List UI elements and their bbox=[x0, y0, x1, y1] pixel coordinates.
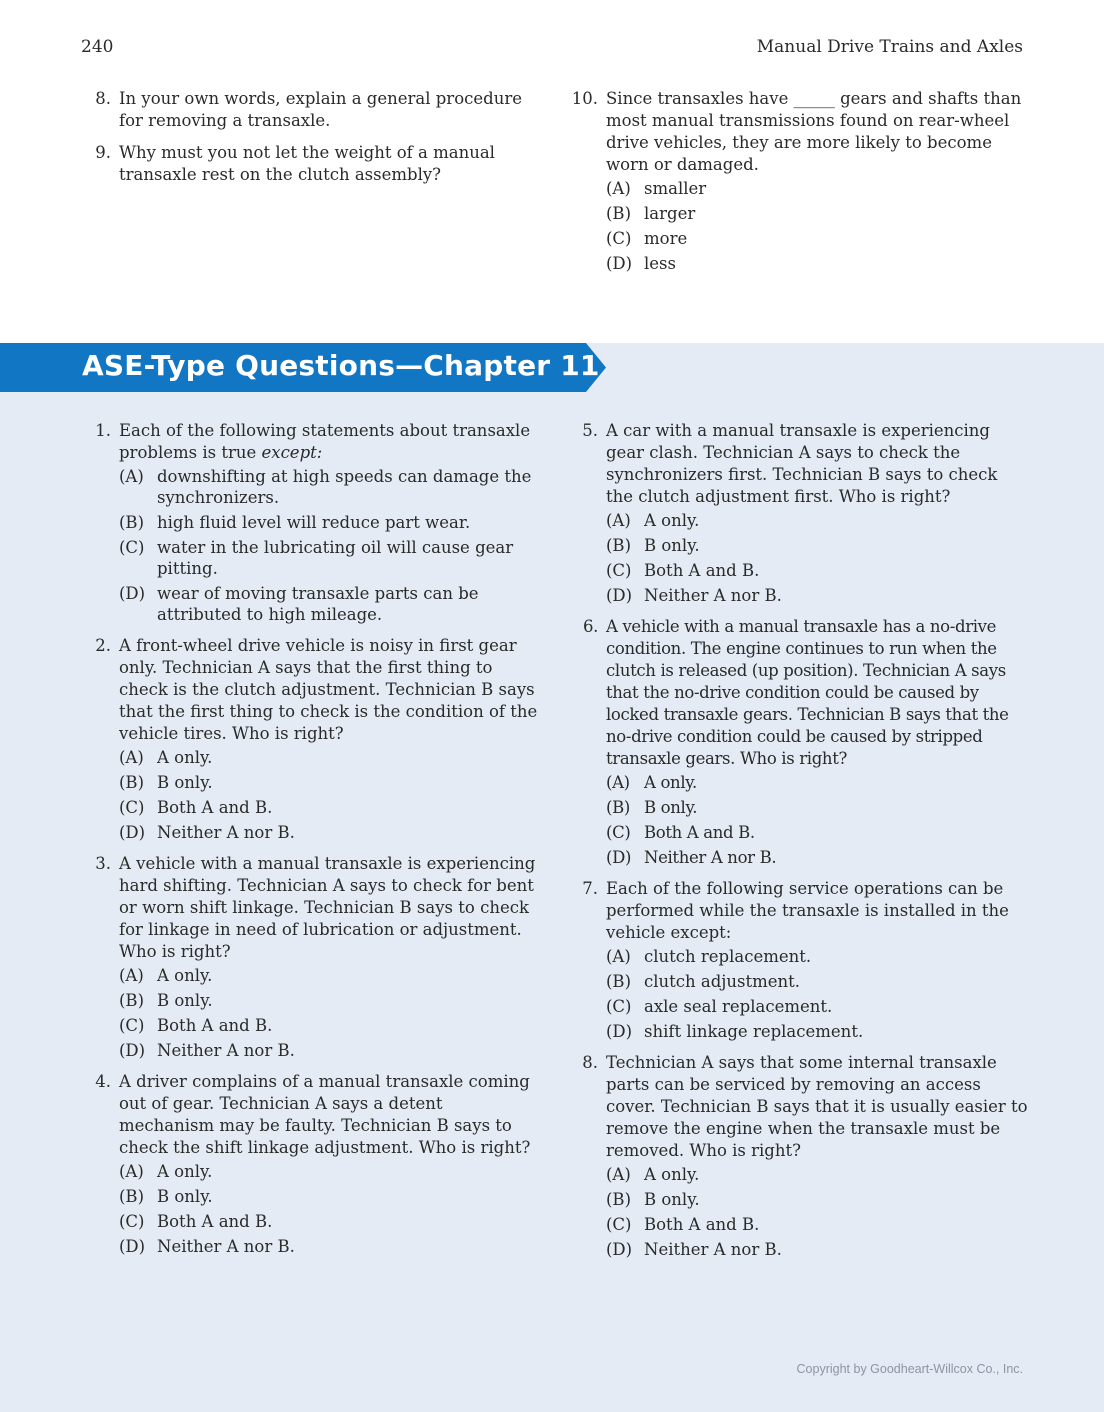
option-b bbox=[119, 512, 541, 533]
review-question-9 bbox=[81, 142, 541, 186]
option-a bbox=[119, 965, 541, 986]
option-b bbox=[606, 535, 1028, 556]
option-letter: (A) bbox=[606, 511, 631, 530]
question-number: 6. bbox=[582, 617, 598, 636]
ase-question-6 bbox=[568, 616, 1028, 868]
option-a bbox=[606, 510, 1028, 531]
option-letter: (A) bbox=[606, 179, 631, 198]
option-text: B only. bbox=[644, 536, 700, 555]
ase-left-column bbox=[81, 420, 541, 1267]
option-c bbox=[119, 797, 541, 818]
review-right-column bbox=[568, 88, 1028, 284]
option-text: Both A and B. bbox=[644, 823, 755, 842]
option-letter: (C) bbox=[606, 997, 632, 1016]
option-c bbox=[119, 1211, 541, 1232]
option-text: Both A and B. bbox=[644, 1215, 760, 1234]
ase-question-5 bbox=[568, 420, 1028, 606]
option-letter: (B) bbox=[606, 798, 630, 817]
option-text: A only. bbox=[644, 511, 700, 530]
option-text: Both A and B. bbox=[644, 561, 760, 580]
question-emphasis: except: bbox=[261, 443, 323, 462]
option-text: A only. bbox=[157, 966, 213, 985]
option-letter: (A) bbox=[119, 966, 144, 985]
option-letter: (B) bbox=[606, 536, 631, 555]
option-c bbox=[606, 228, 1028, 249]
ase-question-8 bbox=[568, 1052, 1028, 1260]
section-title: ASE-Type Questions—Chapter 11 bbox=[82, 349, 600, 382]
option-letter: (B) bbox=[119, 773, 144, 792]
option-letter: (A) bbox=[606, 773, 630, 792]
option-letter: (D) bbox=[606, 254, 633, 273]
option-letter: (D) bbox=[119, 1237, 146, 1256]
option-letter: (D) bbox=[606, 848, 632, 867]
option-text: wear of moving transaxle parts can be attributed to high mileage. bbox=[157, 584, 479, 624]
option-d bbox=[606, 1239, 1028, 1260]
ase-question-7 bbox=[568, 878, 1028, 1042]
option-letter: (D) bbox=[606, 1022, 633, 1041]
answer-options bbox=[119, 747, 541, 843]
option-a bbox=[606, 946, 1028, 967]
option-text: A only. bbox=[157, 1162, 213, 1181]
option-text: B only. bbox=[157, 773, 213, 792]
question-text: Since transaxles have _____ gears and shafts than most manual transmissions found on rear-wheel drive vehicles, they are more likely to become worn or damaged. bbox=[606, 89, 1022, 174]
question-number: 1. bbox=[95, 421, 111, 440]
review-question-10 bbox=[568, 88, 1028, 274]
ase-question-1 bbox=[81, 420, 541, 625]
review-left-column bbox=[81, 88, 541, 196]
option-b bbox=[119, 1186, 541, 1207]
option-c bbox=[119, 1015, 541, 1036]
option-d bbox=[606, 847, 1028, 868]
option-text: Both A and B. bbox=[157, 798, 273, 817]
option-text: water in the lubricating oil will cause gear pitting. bbox=[157, 538, 514, 578]
option-text: Neither A nor B. bbox=[157, 1041, 295, 1060]
ase-question-3 bbox=[81, 853, 541, 1061]
option-a bbox=[606, 178, 1028, 199]
option-letter: (C) bbox=[606, 561, 632, 580]
option-text: A only. bbox=[157, 748, 213, 767]
question-text: Each of the following service operations can be performed while the transaxle is installed in the vehicle except: bbox=[606, 879, 1009, 942]
option-text: Neither A nor B. bbox=[644, 848, 777, 867]
option-a bbox=[119, 747, 541, 768]
question-number: 7. bbox=[582, 879, 598, 898]
answer-options bbox=[119, 1161, 541, 1257]
option-text: clutch adjustment. bbox=[644, 972, 801, 991]
option-b bbox=[606, 203, 1028, 224]
question-number: 10. bbox=[571, 89, 598, 108]
question-number: 3. bbox=[95, 854, 111, 873]
option-text: B only. bbox=[644, 1190, 700, 1209]
option-d bbox=[119, 822, 541, 843]
option-d bbox=[119, 1236, 541, 1257]
option-letter: (D) bbox=[606, 1240, 633, 1259]
answer-options bbox=[119, 466, 541, 625]
question-text: A car with a manual transaxle is experiencing gear clash. Technician A says to check the synchronizers first. Technician B says to check the clutch adjustment first. Who is right? bbox=[606, 421, 998, 506]
option-text: more bbox=[644, 229, 688, 248]
question-text: A vehicle with a manual transaxle has a no-drive condition. The engine continues to run when the clutch is released (up position). Technician A says that the no-drive condition could be caused by locked transaxle gears. Technician B says that the no-drive condition could be caused by stripped transaxle gears. Who is right? bbox=[606, 617, 1009, 768]
option-text: axle seal replacement. bbox=[644, 997, 833, 1016]
option-letter: (B) bbox=[119, 1187, 144, 1206]
question-text: A front-wheel drive vehicle is noisy in first gear only. Technician A says that the first thing to check is the clutch adjustment. Technician B says that the first thing to check is the condition of the vehicle tires. Who is right? bbox=[119, 636, 538, 743]
option-text: A only. bbox=[644, 773, 697, 792]
option-letter: (B) bbox=[606, 972, 631, 991]
option-letter: (C) bbox=[119, 1212, 145, 1231]
question-text: A driver complains of a manual transaxle coming out of gear. Technician A says a detent mechanism may be faulty. Technician B says to check the shift linkage adjustment. Who is right? bbox=[119, 1072, 531, 1157]
option-letter: (A) bbox=[606, 1165, 631, 1184]
option-text: B only. bbox=[644, 798, 698, 817]
option-d bbox=[606, 253, 1028, 274]
ase-right-column bbox=[568, 420, 1028, 1270]
option-a bbox=[119, 466, 541, 508]
option-d bbox=[119, 1040, 541, 1061]
page-number: 240 bbox=[81, 37, 114, 57]
option-letter: (D) bbox=[119, 584, 146, 603]
copyright-notice: Copyright by Goodheart-Willcox Co., Inc. bbox=[796, 1362, 1023, 1376]
option-letter: (B) bbox=[119, 513, 144, 532]
option-c bbox=[606, 822, 1028, 843]
option-letter: (A) bbox=[119, 748, 144, 767]
option-b bbox=[119, 990, 541, 1011]
option-text: downshifting at high speeds can damage the synchronizers. bbox=[157, 467, 532, 507]
option-text: B only. bbox=[157, 1187, 213, 1206]
option-d bbox=[606, 1021, 1028, 1042]
option-letter: (C) bbox=[119, 538, 145, 557]
option-letter: (A) bbox=[119, 1162, 144, 1181]
option-text: Both A and B. bbox=[157, 1016, 273, 1035]
option-text: B only. bbox=[157, 991, 213, 1010]
question-number: 5. bbox=[582, 421, 598, 440]
option-letter: (D) bbox=[119, 823, 146, 842]
ase-question-2 bbox=[81, 635, 541, 843]
option-c bbox=[606, 996, 1028, 1017]
section-banner bbox=[0, 343, 606, 392]
option-letter: (B) bbox=[119, 991, 144, 1010]
option-letter: (D) bbox=[606, 586, 633, 605]
answer-options bbox=[606, 946, 1028, 1042]
option-letter: (A) bbox=[606, 947, 631, 966]
option-b bbox=[606, 797, 1028, 818]
review-question-8 bbox=[81, 88, 541, 132]
option-a bbox=[606, 1164, 1028, 1185]
option-text: high fluid level will reduce part wear. bbox=[157, 513, 471, 532]
answer-options bbox=[119, 965, 541, 1061]
option-text: A only. bbox=[644, 1165, 700, 1184]
ase-question-4 bbox=[81, 1071, 541, 1257]
option-letter: (C) bbox=[606, 823, 631, 842]
option-c bbox=[119, 537, 541, 579]
question-text: Why must you not let the weight of a manual transaxle rest on the clutch assembly? bbox=[119, 143, 495, 184]
option-text: shift linkage replacement. bbox=[644, 1022, 864, 1041]
option-d bbox=[606, 585, 1028, 606]
option-d bbox=[119, 583, 541, 625]
option-text: smaller bbox=[644, 179, 707, 198]
running-head: Manual Drive Trains and Axles bbox=[756, 37, 1023, 57]
question-number: 9. bbox=[95, 143, 111, 162]
option-letter: (C) bbox=[119, 798, 145, 817]
question-number: 2. bbox=[95, 636, 111, 655]
question-text: Technician A says that some internal transaxle parts can be serviced by removing an access cover. Technician B says that it is usually easier to remove the engine when the transaxle must be removed. Who is right? bbox=[606, 1053, 1028, 1160]
option-text: larger bbox=[644, 204, 696, 223]
answer-options bbox=[606, 1164, 1028, 1260]
answer-options bbox=[606, 510, 1028, 606]
option-letter: (B) bbox=[606, 204, 631, 223]
option-letter: (C) bbox=[606, 229, 632, 248]
answer-options bbox=[606, 772, 1028, 868]
option-text: Neither A nor B. bbox=[157, 1237, 295, 1256]
question-text: Each of the following statements about transaxle problems is true bbox=[119, 421, 531, 462]
option-b bbox=[606, 1189, 1028, 1210]
question-text: A vehicle with a manual transaxle is experiencing hard shifting. Technician A says to check for bent or worn shift linkage. Technician B says to check for linkage in need of lubrication or adjustment. Who is right? bbox=[119, 854, 536, 961]
question-number: 8. bbox=[95, 89, 111, 108]
option-letter: (C) bbox=[119, 1016, 145, 1035]
question-number: 4. bbox=[95, 1072, 111, 1091]
option-a bbox=[606, 772, 1028, 793]
option-b bbox=[606, 971, 1028, 992]
option-c bbox=[606, 560, 1028, 581]
option-text: Neither A nor B. bbox=[644, 586, 782, 605]
answer-options bbox=[606, 178, 1028, 274]
option-letter: (A) bbox=[119, 467, 144, 486]
option-b bbox=[119, 772, 541, 793]
option-letter: (D) bbox=[119, 1041, 146, 1060]
option-letter: (B) bbox=[606, 1190, 631, 1209]
option-letter: (C) bbox=[606, 1215, 632, 1234]
option-text: clutch replacement. bbox=[644, 947, 812, 966]
option-c bbox=[606, 1214, 1028, 1235]
option-text: Neither A nor B. bbox=[157, 823, 295, 842]
option-text: Both A and B. bbox=[157, 1212, 273, 1231]
question-number: 8. bbox=[582, 1053, 598, 1072]
question-text: In your own words, explain a general procedure for removing a transaxle. bbox=[119, 89, 522, 130]
option-text: less bbox=[644, 254, 676, 273]
option-text: Neither A nor B. bbox=[644, 1240, 782, 1259]
option-a bbox=[119, 1161, 541, 1182]
